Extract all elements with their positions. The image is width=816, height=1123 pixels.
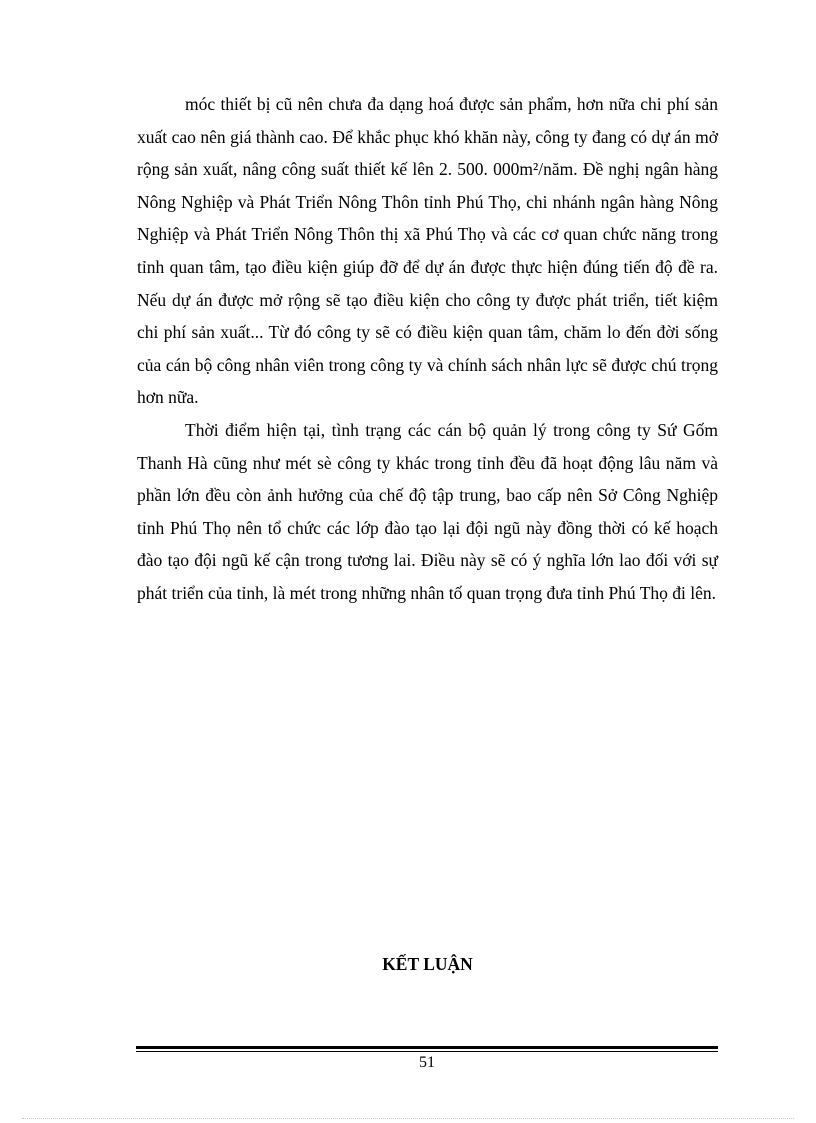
footer-rule-thick: [136, 1046, 718, 1049]
page-number: 51: [419, 1054, 435, 1071]
page-bottom-edge: [22, 1118, 794, 1119]
body-text: [137, 88, 718, 610]
paragraph-1: móc thiết bị cũ nên chưa đa dạng hoá được sản phẩm, hơn nữa chi phí sản xuất cao nên giá thành cao. Để khắc phục khó khăn này, công ty đang có dự án mở rộng sản xuất, nâng công suất thiết kế lên 2. 500. 000m²/năm. Đề nghị ngân hàng Nông Nghiệp và Phát Triển Nông Thôn tỉnh Phú Thọ, chi nhánh ngân hàng Nông Nghiệp và Phát Triển Nông Thôn thị xã Phú Thọ và các cơ quan chức năng trong tỉnh quan tâm, tạo điều kiện giúp đỡ để dự án được thực hiện đúng tiến độ đề ra. Nếu dự án được mở rộng sẽ tạo điều kiện cho công ty được phát triển, tiết kiệm chi phí sản xuất... Từ đó công ty sẽ có điều kiện quan tâm, chăm lo đến đời sống của cán bộ công nhân viên trong công ty và chính sách nhân lực sẽ được chú trọng hơn nữa.: [137, 94, 718, 408]
paragraph-2: Thời điểm hiện tại, tình trạng các cán bộ quản lý trong công ty Sứ Gốm Thanh Hà cũng như mét sè công ty khác trong tỉnh đều đã hoạt động lâu năm và phần lớn đều còn ảnh hưởng của chế độ tập trung, bao cấp nên Sở Công Nghiệp tỉnh Phú Thọ nên tổ chức các lớp đào tạo lại đội ngũ này đồng thời có kế hoạch đào tạo đội ngũ kế cận trong tương lai. Điều này sẽ có ý nghĩa lớn lao đối với sự phát triển của tỉnh, là mét trong những nhân tố quan trọng đưa tỉnh Phú Thọ đi lên.: [137, 419, 718, 603]
section-heading: KẾT LUẬN: [382, 954, 473, 974]
